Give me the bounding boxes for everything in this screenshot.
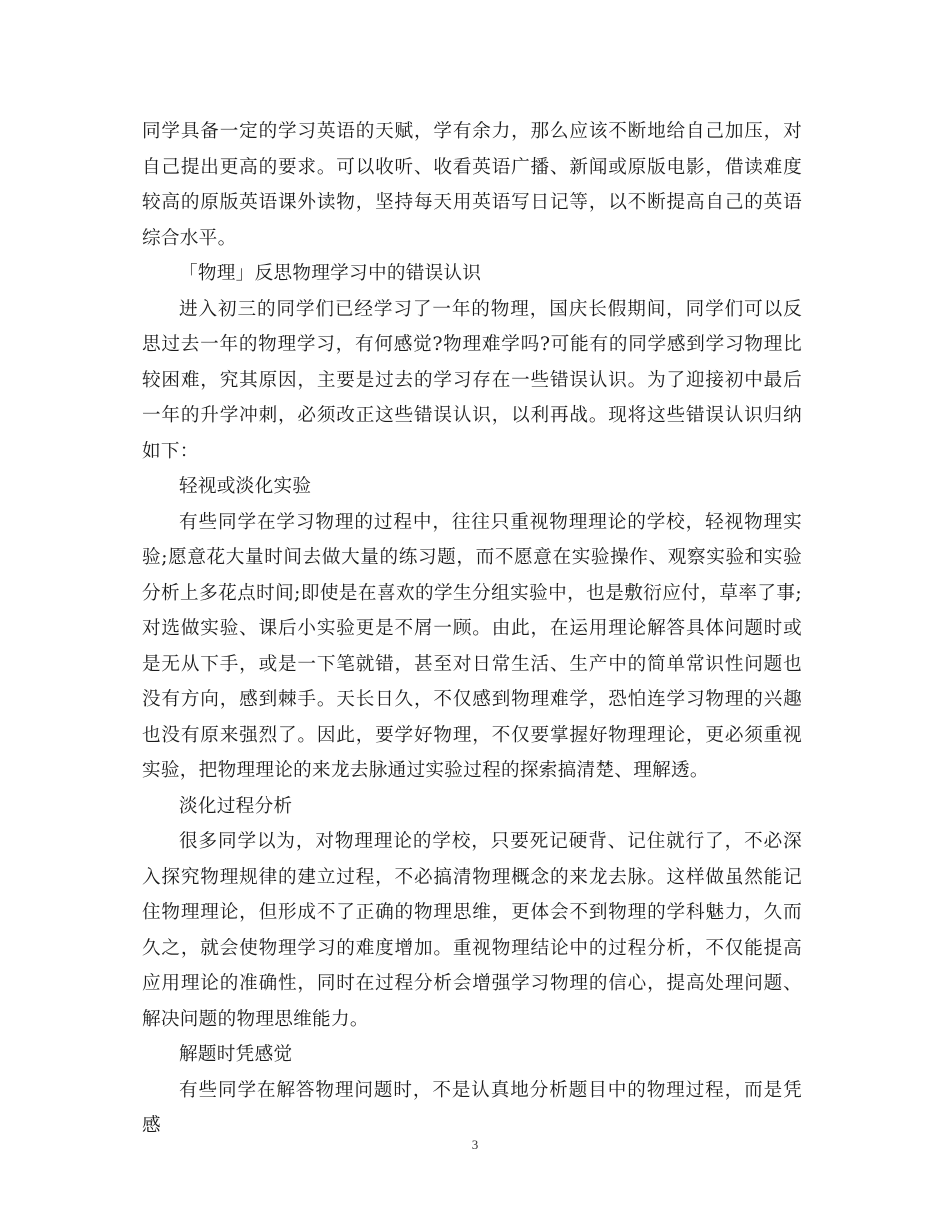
section-heading-intuition: 解题时凭感觉: [179, 1044, 293, 1065]
section-heading-experiment: 轻视或淡化实验: [179, 476, 312, 497]
page-number: 3: [471, 1137, 479, 1152]
body-paragraph: 很多同学以为，对物理理论的学校，只要死记硬背、记住就行了，不必深入探究物理规律的建立过程，不必搞清物理概念的来龙去脉。这样做虽然能记住物理理论，但形成不了正确的物理思维，更体会不到物理的学科魅力，久而久之，就会使物理学习的难度增加。重视物理结论中的过程分析，不仅能提高应用理论的准确性，同时在过程分析会增强学习物理的信心，提高处理问题、解决问题的物理思维能力。: [142, 831, 802, 1030]
body-paragraph: 进入初三的同学们已经学习了一年的物理，国庆长假期间，同学们可以反思过去一年的物理学习，有何感觉?物理难学吗?可能有的同学感到学习物理比较困难，究其原因，主要是过去的学习存在一些错误认识。为了迎接初中最后一年的升学冲刺，必须改正这些错误认识，以利再战。现将这些错误认识归纳如下：: [142, 298, 802, 462]
section-heading-process: 淡化过程分析: [179, 795, 293, 817]
section-heading-physics: 「物理」反思物理学习中的错误认识: [179, 263, 482, 284]
document-page: [142, 114, 802, 1144]
body-paragraph: 同学具备一定的学习英语的天赋，学有余力，那么应该不断地给自己加压，对自己提出更高的要求。可以收听、收看英语广播、新闻或原版电影，借读难度较高的原版英语课外读物，坚持每天用英语写日记等，以不断提高自己的英语综合水平。: [142, 121, 802, 249]
body-paragraph: 有些同学在解答物理问题时，不是认真地分析题目中的物理过程，而是凭感: [142, 1079, 802, 1136]
body-paragraph: 有些同学在学习物理的过程中，往往只重视物理理论的学校，轻视物理实验;愿意花大量时间去做大量的练习题，而不愿意在实验操作、观察实验和实验分析上多花点时间;即使是在喜欢的学生分组实验中，也是敷衍应付，草率了事;对选做实验、课后小实验更是不屑一顾。由此，在运用理论解答具体问题时或是无从下手，或是一下笔就错，甚至对日常生活、生产中的简单常识性问题也没有方向，感到棘手。天长日久，不仅感到物理难学，恐怕连学习物理的兴趣也没有原来强烈了。因此，要学好物理，不仅要掌握好物理理论，更必须重视实验，把物理理论的来龙去脉通过实验过程的探索搞清楚、理解透。: [142, 511, 802, 781]
